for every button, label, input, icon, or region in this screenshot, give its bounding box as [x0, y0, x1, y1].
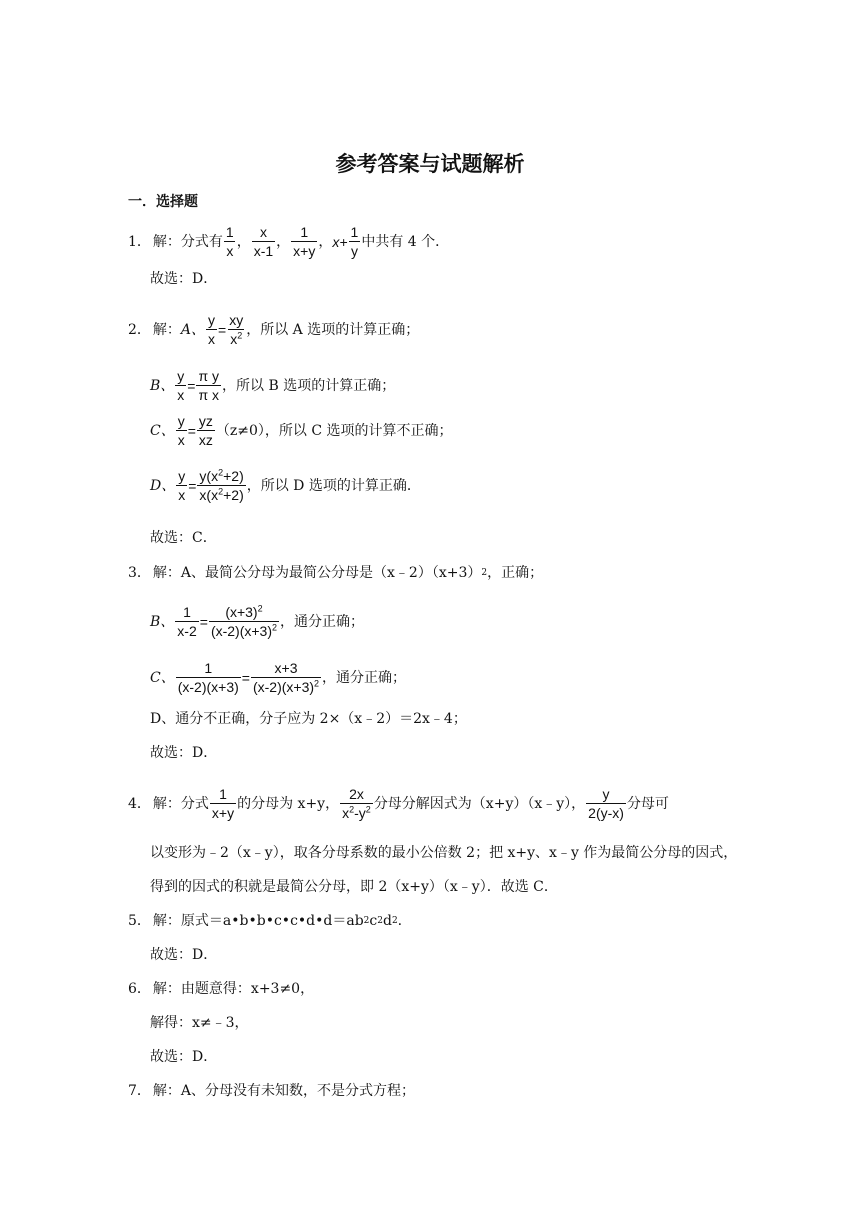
- q1-tail: 中共有 4 个．: [361, 233, 450, 250]
- fraction: $\frac{y(x^2+2)}{x(x^2+2)}$: [199, 467, 244, 504]
- q4-line: 4． 解：分式 $\frac{1}{x+y}$ 的分母为 x+y， $\frac{2x}{x^2-y^2}$ 分母分解因式为（x+y）（x﹣y）， $\frac{y}{2(y-x)}$ 分母可: [128, 786, 669, 822]
- fraction: $\frac{2x}{x^2-y^2}$: [342, 786, 371, 822]
- fraction: $\frac{yz}{xz}$: [198, 413, 213, 449]
- q3-line-d: D、通分不正确，分子应为 2×（x﹣2）＝2x﹣4；: [150, 711, 467, 727]
- fraction: $\frac{\text{π y}}{\text{π x}}$: [198, 368, 220, 404]
- q5-selection: 故选：D．: [150, 947, 218, 963]
- fraction: $\frac{1}{x-2}$: [177, 604, 197, 640]
- fraction: $\frac{1}{x+y}$: [293, 224, 316, 260]
- q2-line-a: 2． 解： A、 $\frac{y}{x}$ = $\frac{xy}{x^2}$ ，所以 A 选项的计算正确；: [128, 312, 420, 348]
- fraction: $\frac{x+3}{(x-2)(x+3)^2}$: [252, 660, 320, 696]
- q3-line-b: B、 $\frac{1}{x-2}$ = $\frac{(x+3)^2}{(x-2)(x+3)^2}$ ，通分正确；: [150, 603, 365, 640]
- fraction: $\frac{1}{x+y}$: [211, 786, 235, 822]
- q4-continuation: 以变形为﹣2（x﹣y），取各分母系数的最小公倍数 2；把 x+y、x﹣y 作为最简公分母的因式，得到的因式的积就是最简公分母，即 2（x+y）（x﹣y）．故选 C．: [150, 845, 738, 895]
- fraction: $\frac{1}{y}$: [350, 224, 359, 260]
- q7-line: 7． 解：A、分母没有未知数，不是分式方程；: [128, 1083, 416, 1099]
- section-heading: 一．选择题: [128, 194, 198, 210]
- q3-selection: 故选：D．: [150, 745, 218, 761]
- q5-line: 5． 解：原式＝a•b•b•c•c•d•d＝ab 2 c 2 d 2 .: [128, 913, 403, 929]
- q2-selection: 故选：C．: [150, 530, 217, 546]
- q3-line-c: C、 $\frac{1}{(x-2)(x+3)}$ = $\frac{x+3}{(x-2)(x+3)^2}$ ，通分正确；: [150, 660, 407, 696]
- q1-selection: 故选：D．: [150, 271, 218, 287]
- q2-line-d: D、 $\frac{y}{x}$ = $\frac{y(x^2+2)}{x(x^2+2)}$ ，所以 D 选项的计算正确．: [150, 467, 421, 504]
- fraction: $\frac{y}{x}$: [177, 368, 185, 404]
- fraction: $\frac{xy}{x^2}$: [229, 312, 244, 348]
- q6-solve: 解得：x≠﹣3，: [150, 1015, 249, 1031]
- q6-line: 6． 解：由题意得：x+3≠0，: [128, 981, 315, 997]
- question-number: 1．: [128, 233, 151, 250]
- q6-selection: 故选：D．: [150, 1049, 218, 1065]
- fraction: $\frac{x}{x-1}$: [253, 224, 274, 260]
- q1-line: 1． 解：分式有 $\frac{1}{x}$ ， $\frac{x}{x-1}$ ， $\frac{1}{x+y}$ ， x+ $\frac{1}{y}$ 中共有 4 个．: [128, 224, 450, 260]
- fraction: $\frac{y}{x}$: [178, 468, 186, 504]
- fraction: $\frac{1}{x}$: [225, 224, 234, 260]
- q2-line-c: C、 $\frac{y}{x}$ = $\frac{yz}{xz}$ （z≠0），所以 C 选项的计算不正确；: [150, 413, 453, 449]
- fraction: $\frac{y}{x}$: [208, 312, 216, 348]
- fraction: $\frac{y}{2(y-x)}$: [588, 786, 624, 822]
- fraction: $\frac{(x+3)^2}{(x-2)(x+3)^2}$: [210, 603, 278, 640]
- fraction: $\frac{y}{x}$: [177, 413, 185, 449]
- fraction: $\frac{1}{(x-2)(x+3)}$: [177, 660, 239, 696]
- page-title: 参考答案与试题解析: [335, 152, 525, 176]
- q1-lead: 解：分式有: [152, 233, 223, 250]
- q3-line-a: 3． 解：A、最简公分母为最简公分母是（x﹣2）（x+3） 2 ，正确；: [128, 565, 544, 581]
- q2-line-b: B、 $\frac{y}{x}$ = $\frac{\text{π y}}{\text{π x}}$ ，所以 B 选项的计算正确；: [150, 368, 396, 404]
